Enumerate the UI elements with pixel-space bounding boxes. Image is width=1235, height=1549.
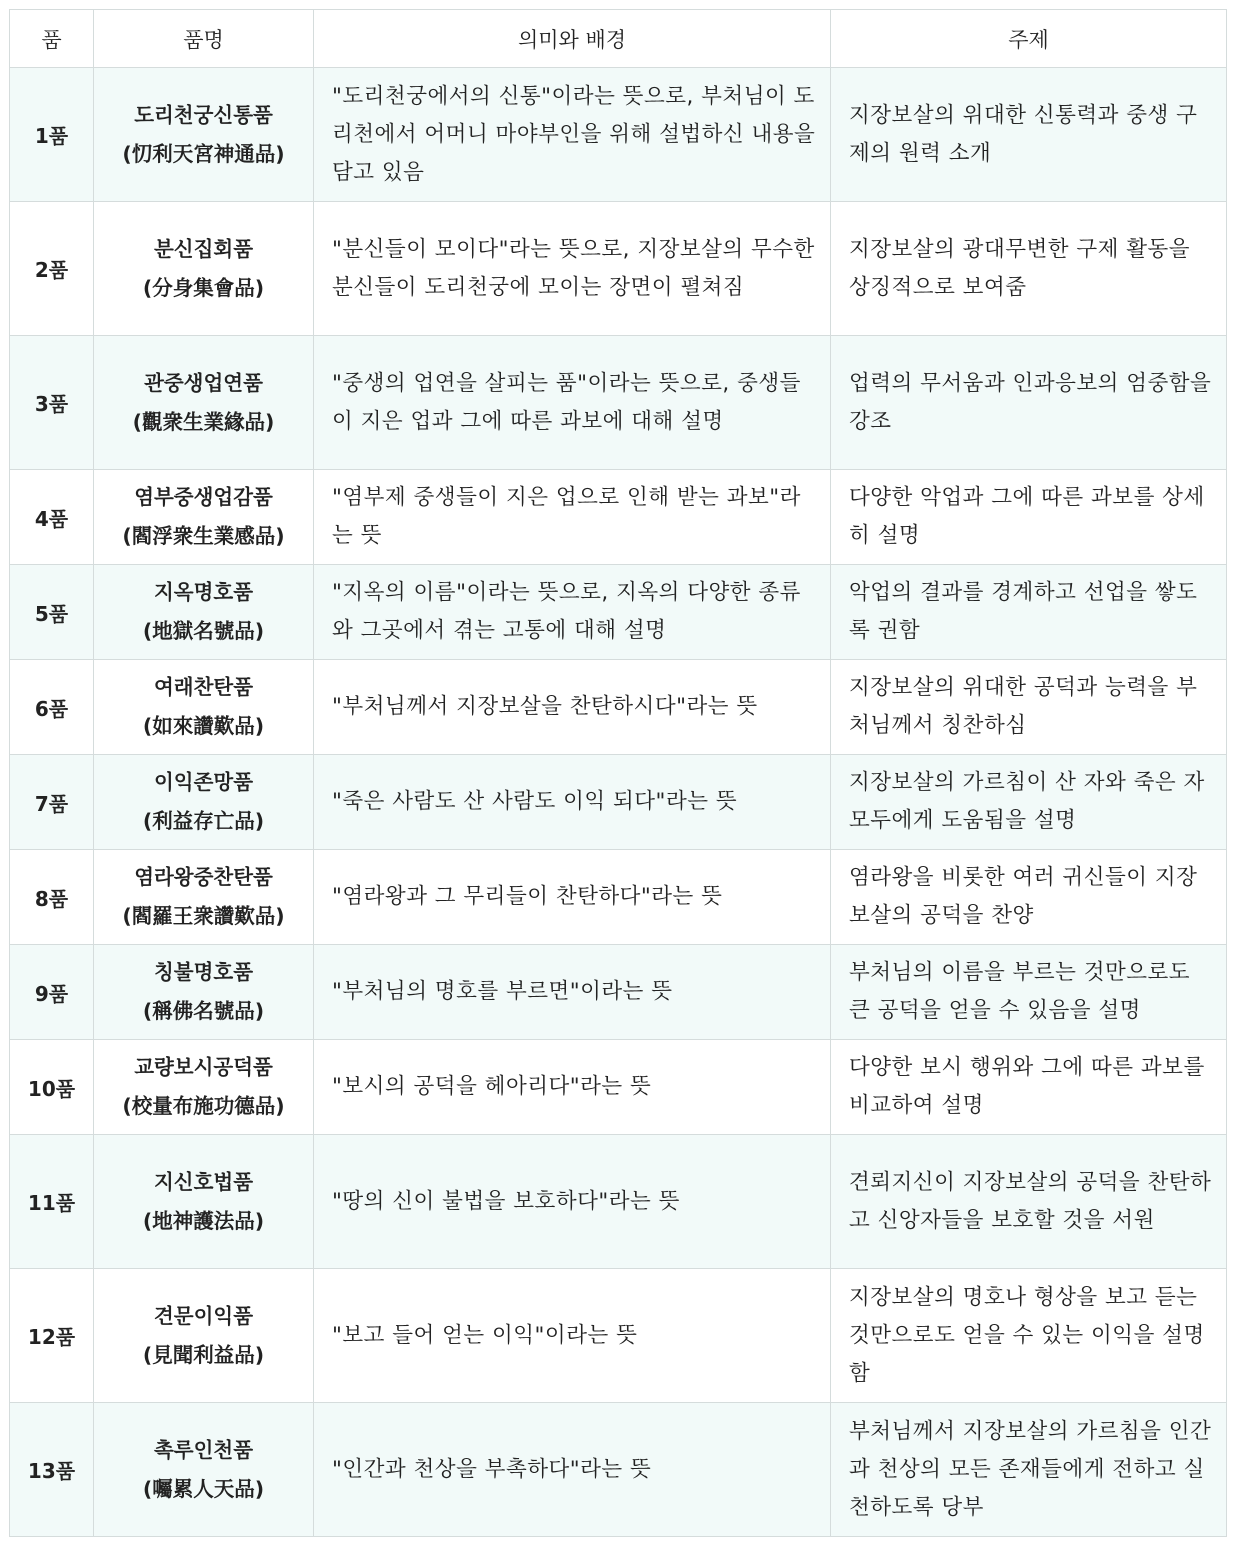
chapter-theme: 악업의 결과를 경계하고 선업을 쌓도록 권함	[831, 565, 1227, 660]
chapter-name-korean: 관중생업연품	[144, 370, 263, 395]
chapter-name	[94, 565, 314, 660]
chapter-number: 1품	[10, 68, 94, 202]
chapter-meaning: "염라왕과 그 무리들이 찬탄하다"라는 뜻	[314, 850, 831, 945]
chapter-name-korean: 염부중생업감품	[134, 485, 273, 509]
chapter-name-korean: 교량보시공덕품	[134, 1055, 273, 1079]
chapter-name	[94, 755, 314, 850]
chapter-theme: 지장보살의 명호나 형상을 보고 듣는 것만으로도 얻을 수 있는 이익을 설명함	[831, 1269, 1227, 1403]
chapter-name-korean: 여래찬탄품	[153, 675, 253, 699]
table-row	[10, 336, 1227, 470]
table-row	[10, 850, 1227, 945]
chapter-number: 12품	[10, 1269, 94, 1403]
chapter-name-hanja: (忉利天宮神通品)	[122, 141, 285, 166]
header-meaning: 의미와 배경	[314, 10, 831, 68]
chapter-meaning: "보고 들어 얻는 이익"이라는 뜻	[314, 1269, 831, 1403]
chapter-meaning: "분신들이 모이다"라는 뜻으로, 지장보살의 무수한 분신들이 도리천궁에 모이는 장면이 펼쳐짐	[314, 202, 831, 336]
chapter-name	[94, 336, 314, 470]
chapter-meaning: "도리천궁에서의 신통"이라는 뜻으로, 부처님이 도리천에서 어머니 마야부인을 위해 설법하신 내용을 담고 있음	[314, 68, 831, 202]
chapter-name-hanja: (分身集會品)	[142, 275, 265, 300]
table-body	[10, 68, 1227, 1537]
chapter-name-korean: 이익존망품	[153, 770, 253, 794]
chapter-meaning: "땅의 신이 불법을 보호하다"라는 뜻	[314, 1135, 831, 1269]
chapter-name	[94, 202, 314, 336]
chapter-number: 5품	[10, 565, 94, 660]
chapter-name-korean: 분신집회품	[153, 236, 253, 261]
chapter-meaning: "죽은 사람도 산 사람도 이익 되다"라는 뜻	[314, 755, 831, 850]
table-row	[10, 68, 1227, 202]
chapter-theme: 지장보살의 가르침이 산 자와 죽은 자 모두에게 도움됨을 설명	[831, 755, 1227, 850]
chapter-name	[94, 945, 314, 1040]
chapter-name-hanja: (見聞利益品)	[142, 1342, 265, 1367]
chapter-name-hanja: (觀衆生業緣品)	[132, 409, 275, 434]
chapter-name-hanja: (地神護法品)	[142, 1208, 265, 1233]
chapter-theme: 견뢰지신이 지장보살의 공덕을 찬탄하고 신앙자들을 보호할 것을 서원	[831, 1135, 1227, 1269]
chapter-number: 2품	[10, 202, 94, 336]
chapter-name-korean: 견문이익품	[153, 1303, 253, 1328]
chapter-name	[94, 1269, 314, 1403]
table-row	[10, 470, 1227, 565]
table-row	[10, 565, 1227, 660]
chapter-name-hanja: (囑累人天品)	[142, 1476, 265, 1501]
chapter-theme: 업력의 무서움과 인과응보의 엄중함을 강조	[831, 336, 1227, 470]
chapter-name-korean: 촉루인천품	[153, 1437, 253, 1462]
chapter-name-hanja: (地獄名號品)	[142, 619, 265, 643]
table-row	[10, 1269, 1227, 1403]
chapters-table-container	[9, 9, 1226, 1537]
table-row	[10, 202, 1227, 336]
chapter-theme: 지장보살의 위대한 공덕과 능력을 부처님께서 칭찬하심	[831, 660, 1227, 755]
chapter-number: 10품	[10, 1040, 94, 1135]
chapter-name-korean: 지옥명호품	[153, 580, 253, 604]
chapter-name-korean: 지신호법품	[153, 1169, 253, 1194]
chapter-name-korean: 염라왕중찬탄품	[134, 865, 273, 889]
chapter-name	[94, 470, 314, 565]
table-row	[10, 1403, 1227, 1537]
chapter-meaning: "지옥의 이름"이라는 뜻으로, 지옥의 다양한 종류와 그곳에서 겪는 고통에 대해 설명	[314, 565, 831, 660]
chapter-number: 8품	[10, 850, 94, 945]
header-chapter: 품	[10, 10, 94, 68]
chapter-meaning: "보시의 공덕을 헤아리다"라는 뜻	[314, 1040, 831, 1135]
chapter-theme: 다양한 보시 행위와 그에 따른 과보를 비교하여 설명	[831, 1040, 1227, 1135]
chapter-name	[94, 1135, 314, 1269]
header-chapter-name: 품명	[94, 10, 314, 68]
chapter-meaning: "부처님의 명호를 부르면"이라는 뜻	[314, 945, 831, 1040]
chapter-name-korean: 칭불명호품	[153, 960, 253, 984]
chapter-name-hanja: (閻浮衆生業感品)	[122, 524, 285, 548]
chapter-theme: 부처님의 이름을 부르는 것만으로도 큰 공덕을 얻을 수 있음을 설명	[831, 945, 1227, 1040]
table-row	[10, 1135, 1227, 1269]
chapter-name-hanja: (校量布施功德品)	[122, 1094, 285, 1118]
chapter-number: 4품	[10, 470, 94, 565]
table-row	[10, 755, 1227, 850]
chapter-theme: 지장보살의 광대무변한 구제 활동을 상징적으로 보여줌	[831, 202, 1227, 336]
chapter-meaning: "염부제 중생들이 지은 업으로 인해 받는 과보"라는 뜻	[314, 470, 831, 565]
chapter-number: 11품	[10, 1135, 94, 1269]
chapter-number: 9품	[10, 945, 94, 1040]
chapter-number: 13품	[10, 1403, 94, 1537]
chapter-number: 7품	[10, 755, 94, 850]
chapter-name	[94, 660, 314, 755]
chapter-name-hanja: (利益存亡品)	[142, 809, 265, 833]
header-row	[10, 10, 1227, 68]
chapter-name-korean: 도리천궁신통품	[134, 102, 273, 127]
chapter-number: 6품	[10, 660, 94, 755]
chapter-theme: 다양한 악업과 그에 따른 과보를 상세히 설명	[831, 470, 1227, 565]
table-row	[10, 1040, 1227, 1135]
chapter-name	[94, 1040, 314, 1135]
table-row	[10, 660, 1227, 755]
header-theme: 주제	[831, 10, 1227, 68]
chapters-table	[9, 9, 1227, 1537]
chapter-meaning: "인간과 천상을 부촉하다"라는 뜻	[314, 1403, 831, 1537]
chapter-number: 3품	[10, 336, 94, 470]
chapter-theme: 지장보살의 위대한 신통력과 중생 구제의 원력 소개	[831, 68, 1227, 202]
chapter-meaning: "부처님께서 지장보살을 찬탄하시다"라는 뜻	[314, 660, 831, 755]
table-row	[10, 945, 1227, 1040]
chapter-name	[94, 850, 314, 945]
table-header	[10, 10, 1227, 68]
chapter-name-hanja: (閻羅王衆讚歎品)	[122, 904, 285, 928]
chapter-name-hanja: (如來讚歎品)	[142, 714, 265, 738]
chapter-theme: 염라왕을 비롯한 여러 귀신들이 지장보살의 공덕을 찬양	[831, 850, 1227, 945]
chapter-name	[94, 1403, 314, 1537]
chapter-meaning: "중생의 업연을 살피는 품"이라는 뜻으로, 중생들이 지은 업과 그에 따른 과보에 대해 설명	[314, 336, 831, 470]
chapter-name-hanja: (稱佛名號品)	[142, 999, 265, 1023]
chapter-name	[94, 68, 314, 202]
chapter-theme: 부처님께서 지장보살의 가르침을 인간과 천상의 모든 존재들에게 전하고 실천하도록 당부	[831, 1403, 1227, 1537]
